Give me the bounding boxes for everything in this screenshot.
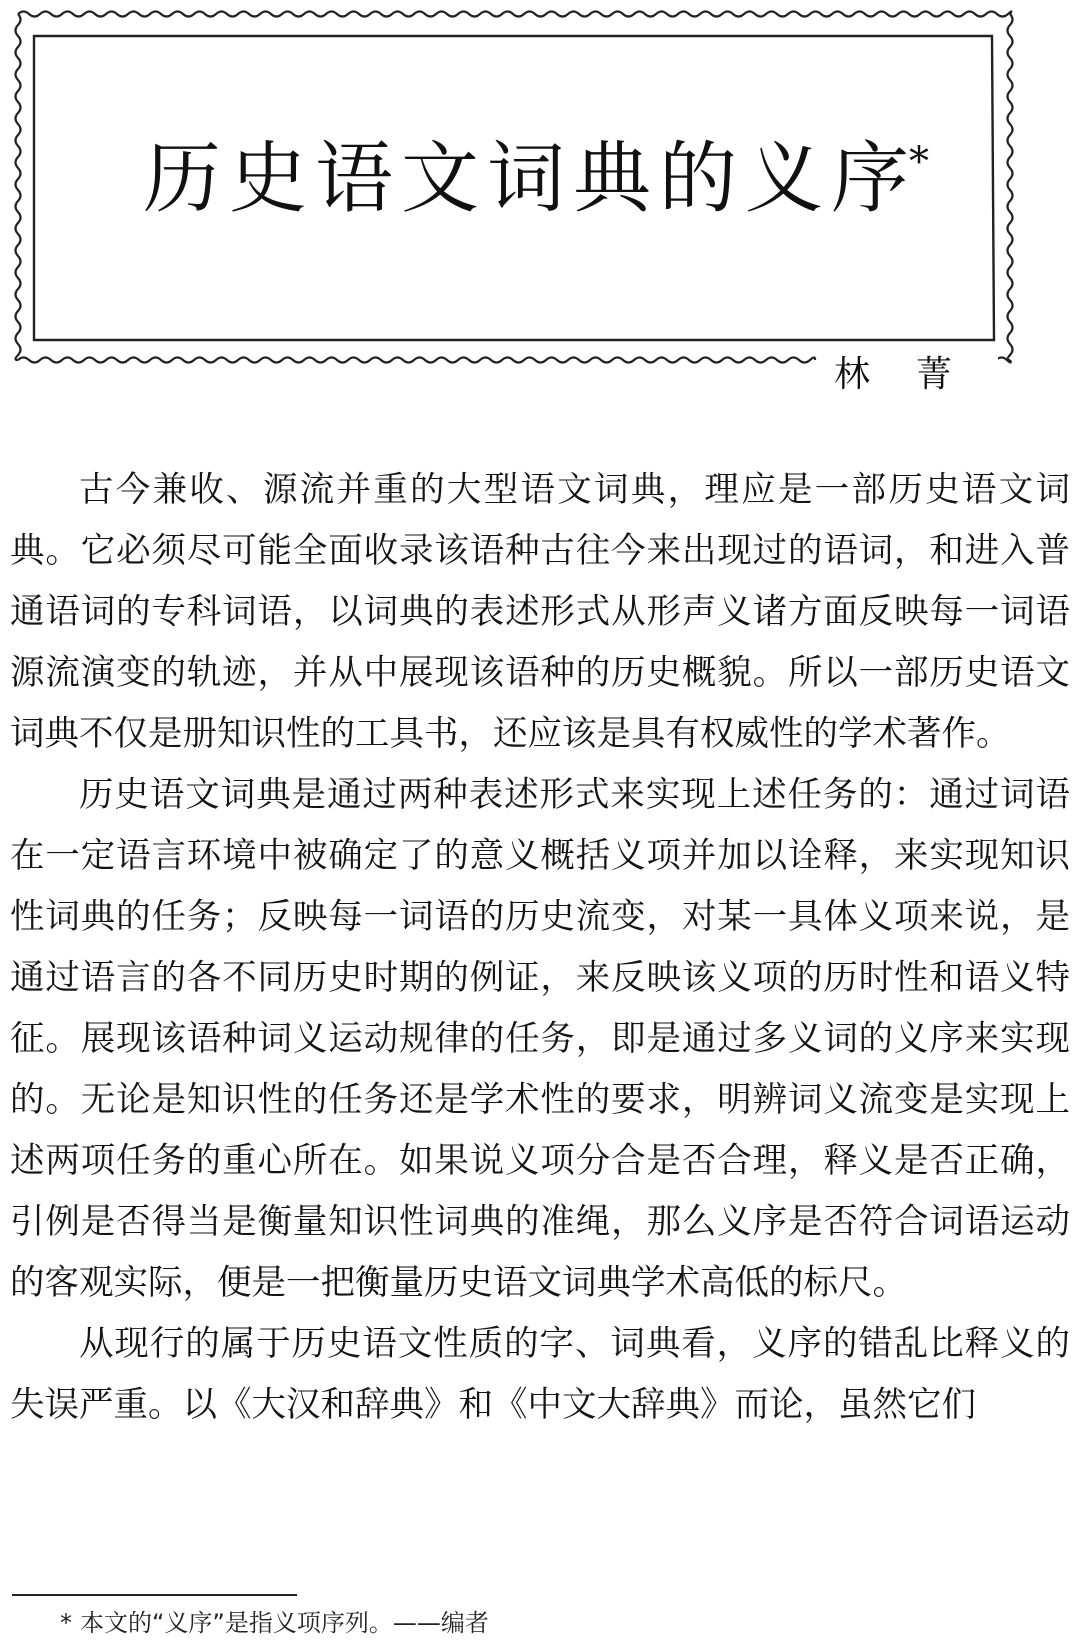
- page-title: [60, 134, 1020, 224]
- footnote-marker: *: [60, 1609, 72, 1637]
- paragraph-3: 从现行的属于历史语文性质的字、词典看，义序的错乱比释义的失误严重。以《大汉和辞典》和《中文大辞典》而论，虽然它们: [10, 1324, 1070, 1425]
- title-text: 历史语文词典的义序: [142, 134, 917, 224]
- footnote-text: 本文的“义序”是指义项序列。——编者: [80, 1609, 489, 1637]
- title-frame: [0, 0, 1080, 400]
- footnote: [60, 1607, 489, 1639]
- footnote-divider: [12, 1594, 297, 1596]
- title-footnote-marker: *: [909, 139, 937, 185]
- paragraph-1: 古今兼收、源流并重的大型语文词典，理应是一部历史语文词典。它必须尽可能全面收录该语种古往今来出现过的语词，和进入普通语词的专科词语，以词典的表述形式从形声义诸方面反映每一词语源流演变的轨迹，并从中展现该语种的历史概貌。所以一部历史语文词典不仅是册知识性的工具书，还应该是具有权威性的学术著作。: [10, 470, 1070, 754]
- article-body: [10, 460, 1070, 1436]
- paragraph-2: 历史语文词典是通过两种表述形式来实现上述任务的：通过词语在一定语言环境中被确定了的意义概括义项并加以诠释，来实现知识性词典的任务；反映每一词语的历史流变，对某一具体义项来说，是通过语言的各不同历史时期的例证，来反映该义项的历时性和语义特征。展现该语种词义运动规律的任务，即是通过多义词的义序来实现的。无论是知识性的任务还是学术性的要求，明辨词义流变是实现上述两项任务的重心所在。如果说义项分合是否合理，释义是否正确，引例是否得当是衡量知识性词典的准绳，那么义序是否符合词语运动的客观实际，便是一把衡量历史语文词典学术高低的标尺。: [10, 775, 1070, 1303]
- author-name: 林菁: [820, 346, 998, 397]
